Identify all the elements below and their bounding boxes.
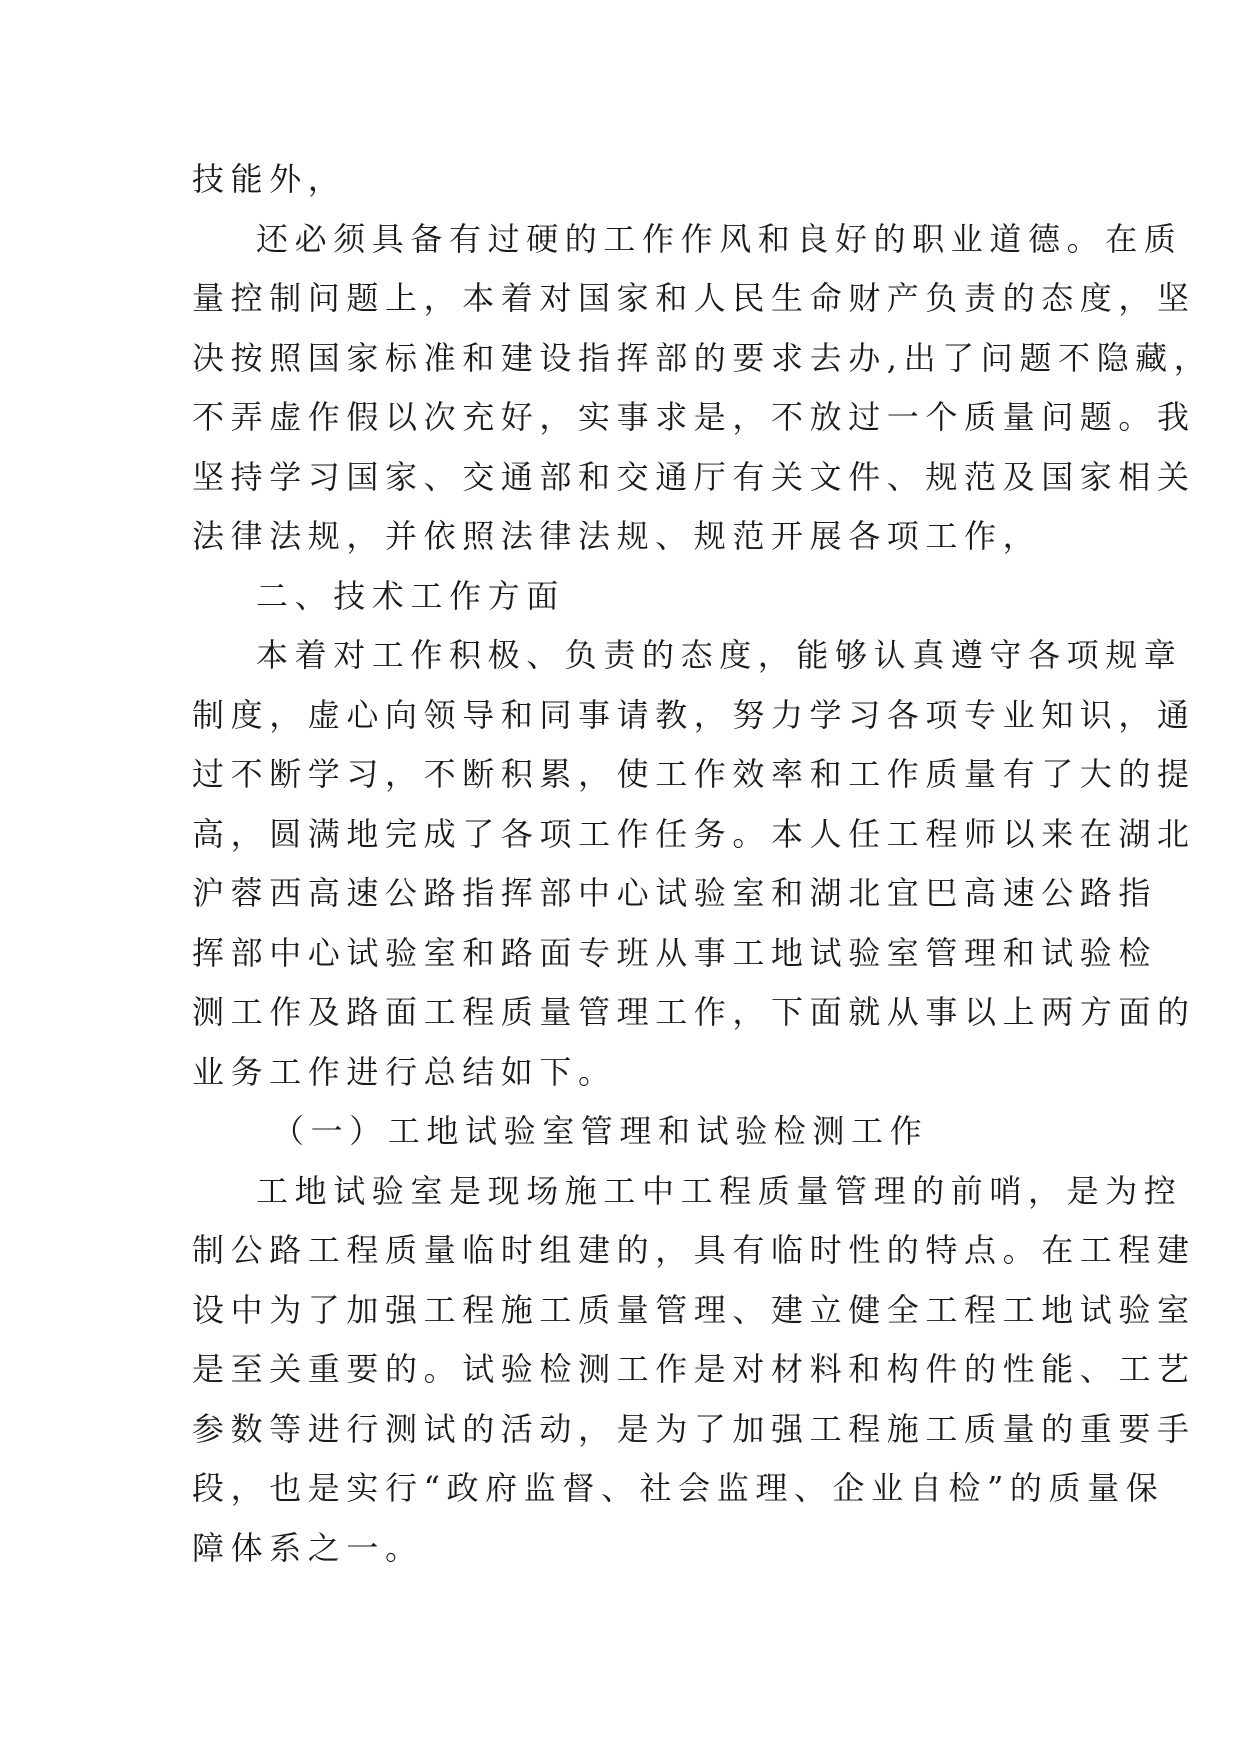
text-line: 参数等进行测试的活动，是为了加强工程施工质量的重要手 (192, 1409, 1196, 1448)
text-line: 法律法规，并依照法律法规、规范开展各项工作， (192, 517, 1042, 555)
text-line: 沪蓉西高速公路指挥部中心试验室和湖北宜巴高速公路指 (192, 874, 1158, 912)
text-line: 过不断学习，不断积累，使工作效率和工作质量有了大的提 (192, 755, 1196, 793)
text-line: 段，也是实行“政府监督、社会监理、企业自检”的质量保 (192, 1469, 1165, 1507)
section-heading: 二、技术工作方面 (256, 576, 565, 615)
text-line: 高，圆满地完成了各项工作任务。本人任工程师以来在湖北 (192, 814, 1196, 853)
text-line: 设中为了加强工程施工质量管理、建立健全工程工地试验室 (192, 1290, 1196, 1329)
text-line: 坚持学习国家、交通部和交通厅有关文件、规范及国家相关 (192, 457, 1196, 496)
paragraph-first-line: 还必须具备有过硬的工作作风和良好的职业道德。在质 (256, 219, 1183, 258)
text-line: 制度，虚心向领导和同事请教，努力学习各项专业知识，通 (192, 695, 1196, 734)
paragraph-first-line: 本着对工作积极、负责的态度，能够认真遵守各项规章 (256, 636, 1183, 674)
document-body (192, 150, 1213, 1578)
text-line: 制公路工程质量临时组建的，具有临时性的特点。在工程建 (192, 1231, 1196, 1269)
text-line: 是至关重要的。试验检测工作是对材料和构件的性能、工艺 (192, 1350, 1196, 1388)
text-line: 不弄虚作假以次充好，实事求是，不放过一个质量问题。我 (192, 398, 1196, 436)
text-line: 挥部中心试验室和路面专班从事工地试验室管理和试验检 (192, 933, 1158, 972)
subsection-heading: （一）工地试验室管理和试验检测工作 (272, 1112, 929, 1150)
text-line: 测工作及路面工程质量管理工作，下面就从事以上两方面的 (192, 993, 1196, 1031)
text-line: 业务工作进行总结如下。 (192, 1052, 617, 1091)
text-line: 决按照国家标准和建设指挥部的要求去办,出了问题不隐藏， (192, 338, 1213, 377)
paragraph-first-line: 工地试验室是现场施工中工程质量管理的前哨，是为控 (256, 1171, 1183, 1210)
text-line: 技能外， (192, 160, 347, 198)
text-line: 障体系之一。 (192, 1528, 424, 1567)
text-line: 量控制问题上，本着对国家和人民生命财产负责的态度，坚 (192, 279, 1196, 317)
